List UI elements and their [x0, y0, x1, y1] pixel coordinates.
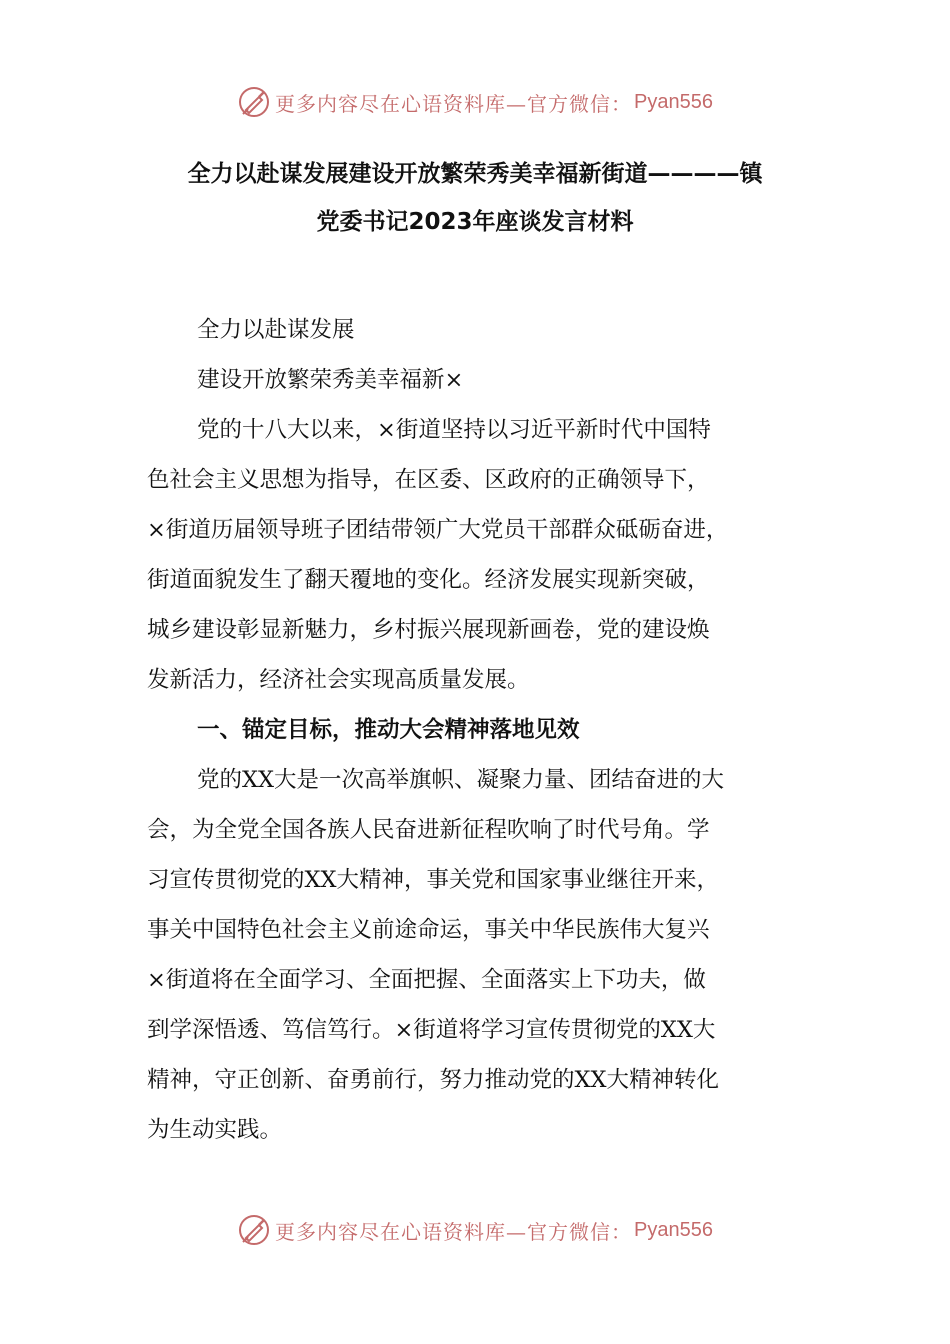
title-line-2: 党委书记2023年座谈发言材料	[316, 209, 634, 235]
body-line: 街道面貌发生了翻天覆地的变化。经济发展实现新突破，	[147, 567, 710, 593]
body-line: 到学深悟透、笃信笃行。×街道将学习宣传贯彻党的XX大	[147, 1017, 716, 1043]
body-line: 全力以赴谋发展	[197, 317, 355, 343]
body-line: ×街道将在全面学习、全面把握、全面落实上下功夫，做	[147, 967, 706, 993]
footer-banner	[0, 1210, 950, 1250]
banner-text: 更多内容尽在心语资料库—官方微信：	[275, 91, 633, 116]
body-line: 精神，守正创新、奋勇前行，努力推动党的XX大精神转化	[147, 1067, 720, 1093]
document-title	[0, 150, 950, 246]
title-line-1: 全力以赴谋发展建设开放繁荣秀美幸福新街道————镇	[187, 161, 763, 187]
body-line: ×街道历届领导班子团结带领广大党员干部群众砥砺奋进，	[147, 517, 729, 543]
body-line: 会，为全党全国各族人民奋进新征程吹响了时代号角。学	[147, 817, 710, 843]
body-line: 城乡建设彰显新魅力，乡村振兴展现新画卷，党的建设焕	[147, 617, 710, 643]
pen-nib-icon	[237, 1213, 271, 1247]
body-line: 为生动实践。	[147, 1117, 283, 1143]
section-heading: 一、锚定目标，推动大会精神落地见效	[197, 717, 580, 743]
paragraph-start: 党的十八大以来，×街道坚持以习近平新时代中国特	[197, 417, 711, 443]
wechat-id: Pyan556	[634, 90, 713, 113]
paragraph-start: 党的XX大是一次高举旗帜、凝聚力量、团结奋进的大	[197, 767, 725, 793]
header-banner	[0, 82, 950, 122]
pen-nib-icon	[237, 85, 271, 119]
body-line: 发新活力，经济社会实现高质量发展。	[147, 667, 530, 693]
body-line: 色社会主义思想为指导，在区委、区政府的正确领导下，	[147, 467, 710, 493]
banner-text: 更多内容尽在心语资料库—官方微信：	[275, 1219, 633, 1244]
body-line: 事关中国特色社会主义前途命运，事关中华民族伟大复兴	[147, 917, 710, 943]
document-body	[147, 305, 807, 1155]
wechat-id: Pyan556	[634, 1218, 713, 1241]
body-line: 习宣传贯彻党的XX大精神，事关党和国家事业继往开来，	[147, 867, 720, 893]
body-line: 建设开放繁荣秀美幸福新×	[197, 367, 464, 393]
